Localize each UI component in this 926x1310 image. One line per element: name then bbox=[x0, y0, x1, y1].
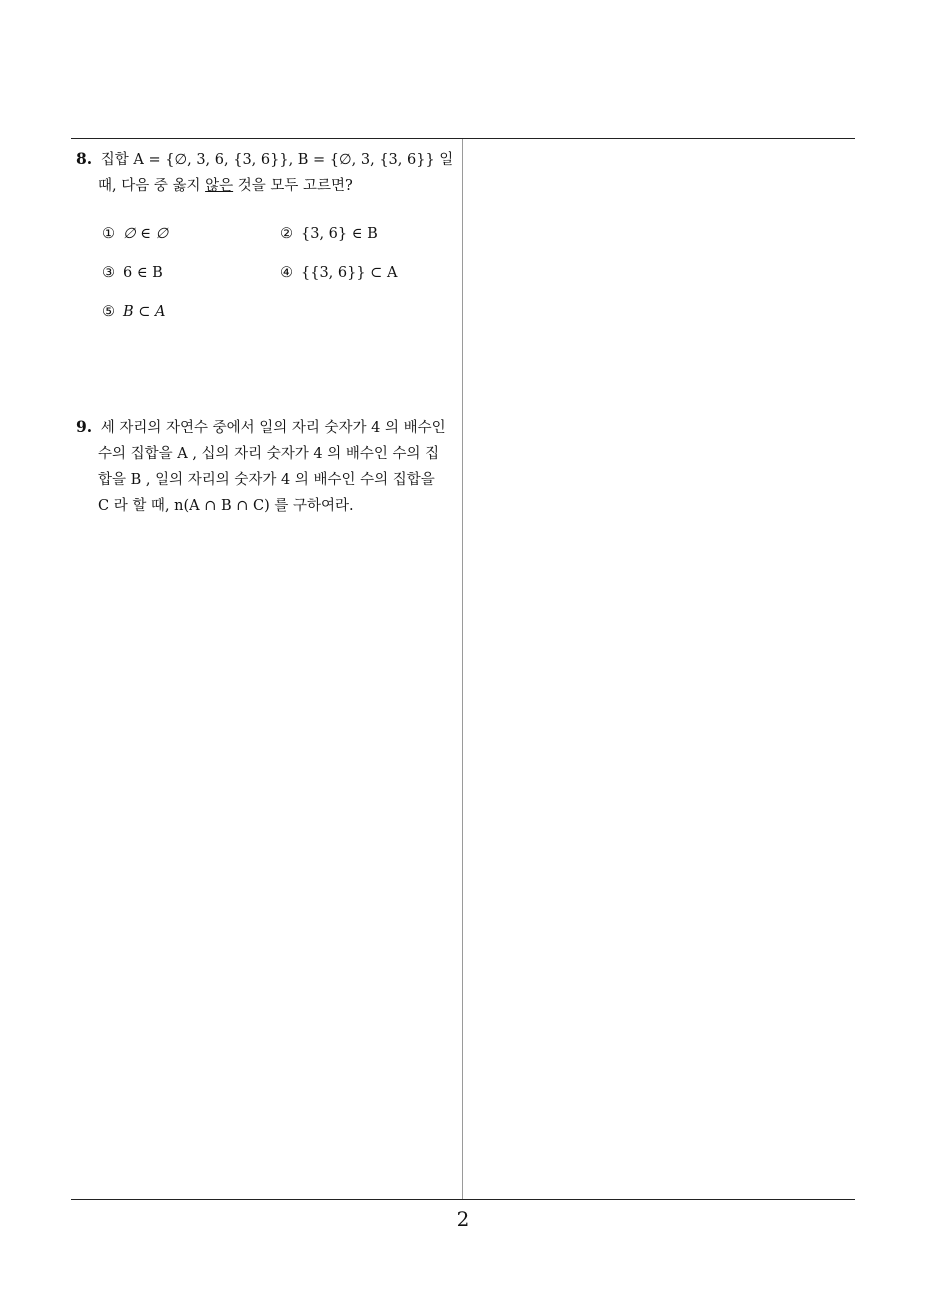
question-8-line-1 bbox=[76, 146, 458, 173]
question-9 bbox=[76, 414, 458, 519]
choice-2-text: {3, 6} ∈ B bbox=[301, 226, 378, 242]
question-8 bbox=[76, 146, 458, 199]
choice-3-text: 6 ∈ B bbox=[123, 265, 163, 281]
question-9-line-1 bbox=[76, 414, 458, 441]
question-8-text-2b: 것을 모두 고르면? bbox=[233, 178, 353, 194]
choice-3 bbox=[102, 265, 163, 281]
question-9-line-4: C 라 할 때, n(A ∩ B ∩ C) 를 구하여라. bbox=[98, 498, 354, 514]
bottom-rule bbox=[71, 1199, 855, 1200]
question-9-line-2: 수의 집합을 A , 십의 자리 숫자가 4 의 배수인 수의 집 bbox=[98, 446, 440, 462]
choice-5-text: B ⊂ A bbox=[123, 304, 166, 320]
question-8-text-2a: 때, 다음 중 옳지 bbox=[98, 178, 206, 194]
choice-4 bbox=[280, 265, 397, 281]
choice-5 bbox=[102, 304, 166, 320]
column-divider bbox=[462, 139, 463, 1200]
choice-1 bbox=[102, 226, 168, 242]
question-9-number: 9. bbox=[76, 417, 93, 436]
choice-4-mark: ④ bbox=[280, 265, 293, 281]
choice-4-text: {{3, 6}} ⊂ A bbox=[301, 265, 398, 281]
question-8-text-1: 집합 A = {∅, 3, 6, {3, 6}}, B = {∅, 3, {3, 6}} 일 bbox=[100, 152, 454, 168]
choice-2-mark: ② bbox=[280, 226, 293, 242]
top-rule bbox=[71, 138, 855, 139]
page-number: 2 bbox=[456, 1207, 470, 1231]
choice-2 bbox=[280, 226, 378, 242]
question-8-number: 8. bbox=[76, 149, 93, 168]
question-9-text-1: 세 자리의 자연수 중에서 일의 자리 숫자가 4 의 배수인 bbox=[100, 420, 446, 436]
choice-3-mark: ③ bbox=[102, 265, 115, 281]
choice-5-mark: ⑤ bbox=[102, 304, 115, 320]
choice-1-mark: ① bbox=[102, 226, 115, 242]
question-9-line-3: 합을 B , 일의 자리의 숫자가 4 의 배수인 수의 집합을 bbox=[98, 472, 435, 488]
question-8-line-2 bbox=[76, 173, 458, 199]
question-8-emphasis: 않은 bbox=[205, 178, 234, 194]
choice-1-text: ∅ ∈ ∅ bbox=[123, 226, 169, 242]
